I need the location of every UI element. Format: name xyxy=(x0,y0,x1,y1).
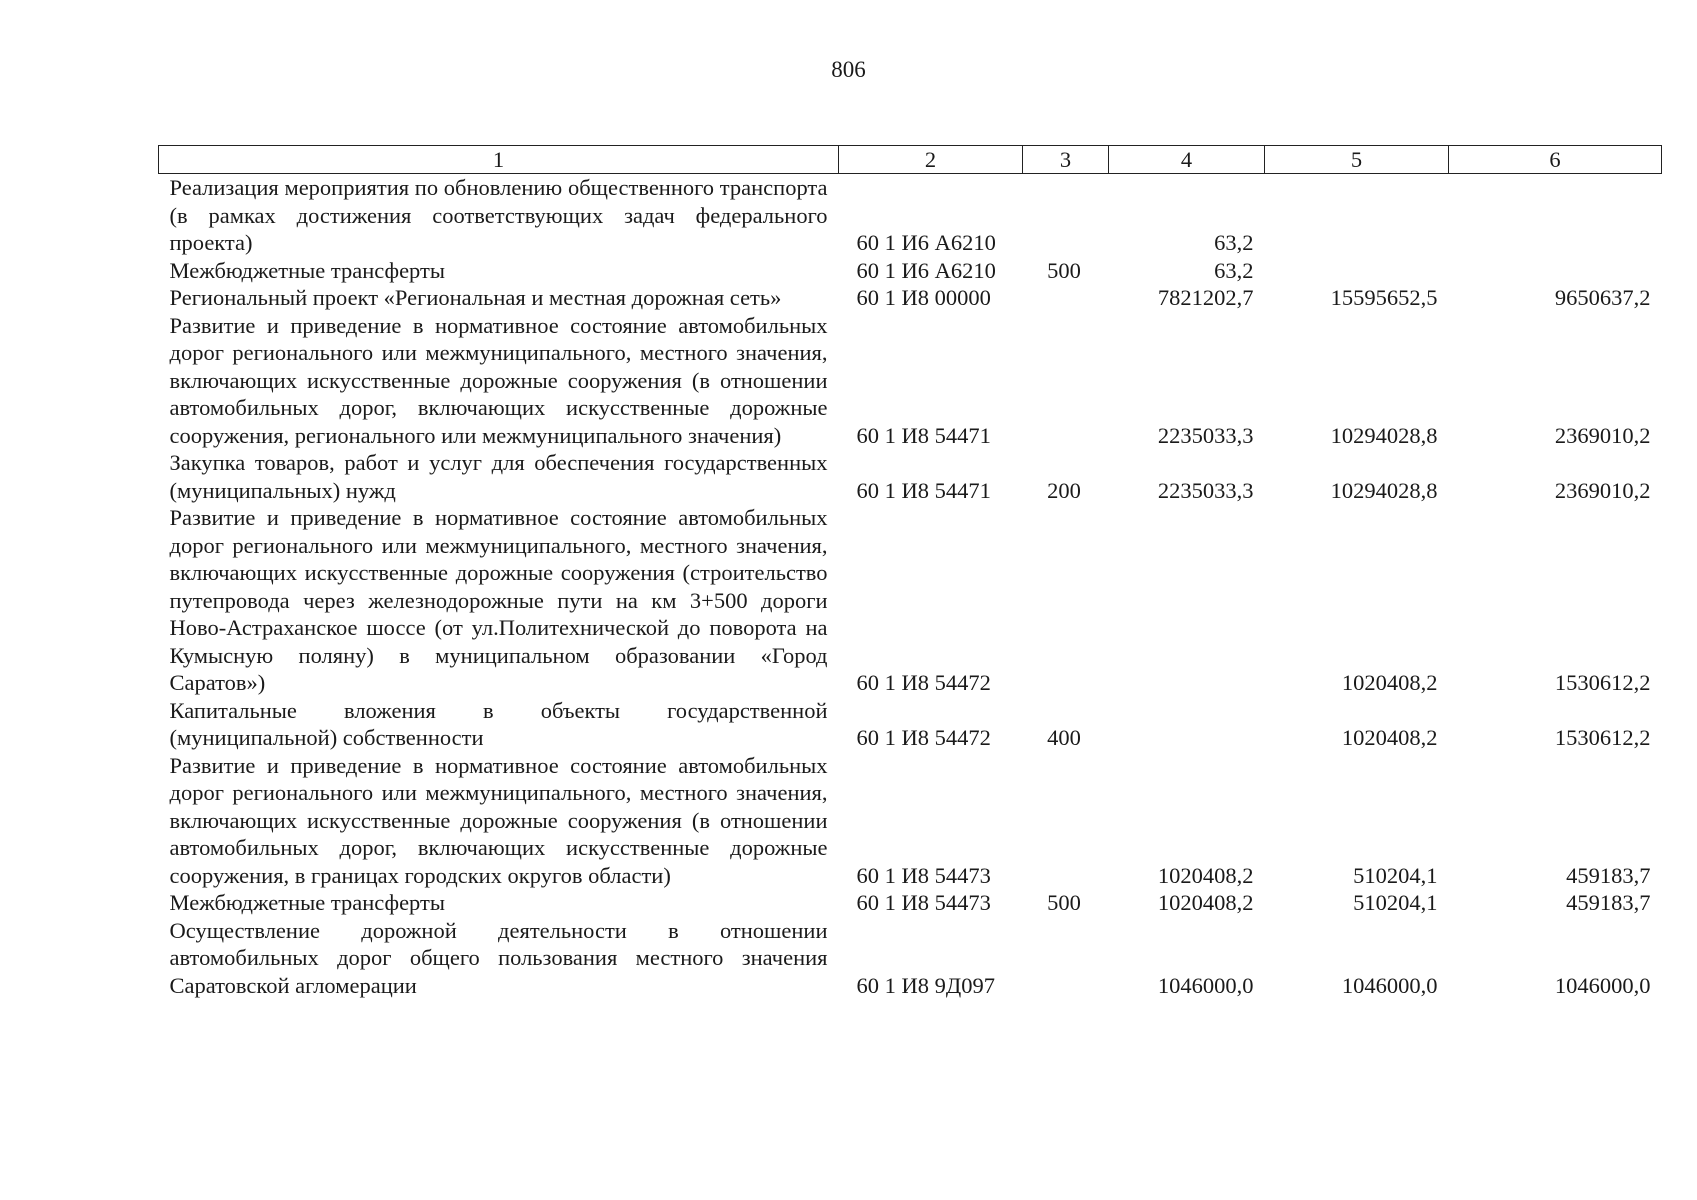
row-value-col5 xyxy=(1265,257,1449,285)
column-header-5: 5 xyxy=(1265,146,1449,174)
table-row xyxy=(159,504,1662,697)
table-row xyxy=(159,697,1662,752)
column-header-2: 2 xyxy=(839,146,1023,174)
row-expense-type xyxy=(1023,312,1109,450)
row-description: Региональный проект «Региональная и местная дорожная сеть» xyxy=(169,285,782,310)
row-expense-type: 500 xyxy=(1047,890,1081,915)
budget-table-container xyxy=(158,145,1661,999)
row-value-col5: 1020408,2 xyxy=(1341,725,1438,750)
row-description: Межбюджетные трансферты xyxy=(169,890,445,915)
row-code: 60 1 И6 А6210 xyxy=(856,230,996,255)
table-body xyxy=(159,174,1662,1000)
row-value-col4 xyxy=(1109,697,1265,752)
row-value-col4: 63,2 xyxy=(1214,230,1254,255)
budget-table xyxy=(158,145,1662,999)
row-value-col5: 15595652,5 xyxy=(1330,285,1438,310)
row-value-col4: 1020408,2 xyxy=(1157,862,1254,888)
row-value-col4: 1020408,2 xyxy=(1157,890,1254,915)
row-code: 60 1 И8 00000 xyxy=(856,285,991,310)
row-value-col6: 459183,7 xyxy=(1566,890,1651,915)
row-value-col6: 1530612,2 xyxy=(1554,670,1651,695)
row-value-col4: 63,2 xyxy=(1214,257,1254,283)
row-expense-type: 200 xyxy=(1047,477,1081,503)
row-expense-type xyxy=(1023,284,1109,312)
row-code: 60 1 И8 54472 xyxy=(856,670,991,695)
table-row xyxy=(159,752,1662,890)
page-number: 806 xyxy=(831,57,866,82)
row-value-col5: 10294028,8 xyxy=(1330,422,1438,448)
row-description: Развитие и приведение в нормативное состояние автомобильных дорог регионального или межмуниципального, местного значения, включающих искусственные дорожные сооружения (в отношении автомобильных дорог, включающих искусственные дорожные сооружения, в границах городских округов области) xyxy=(169,752,828,888)
table-header xyxy=(159,146,1662,174)
row-value-col5: 1046000,0 xyxy=(1341,972,1438,998)
row-value-col6 xyxy=(1449,257,1662,285)
row-code: 60 1 И8 9Д097 xyxy=(856,972,995,998)
column-header-3: 3 xyxy=(1023,146,1109,174)
row-code: 60 1 И8 54473 xyxy=(856,862,991,888)
column-header-1: 1 xyxy=(159,146,839,174)
row-expense-type xyxy=(1023,504,1109,697)
row-expense-type: 500 xyxy=(1047,257,1081,283)
row-description: Закупка товаров, работ и услуг для обеспечения государственных (муниципальных) нужд xyxy=(169,450,828,503)
column-header-6: 6 xyxy=(1449,146,1662,174)
row-value-col6: 9650637,2 xyxy=(1554,285,1651,310)
row-value-col4 xyxy=(1109,504,1265,697)
row-value-col6: 1530612,2 xyxy=(1554,725,1651,750)
table-row xyxy=(159,917,1662,1000)
row-value-col6 xyxy=(1449,174,1662,257)
table-row xyxy=(159,284,1662,312)
row-value-col5: 10294028,8 xyxy=(1330,477,1438,503)
row-description: Осуществление дорожной деятельности в отношении автомобильных дорог общего пользования местного значения Саратовской агломерации xyxy=(169,917,828,998)
row-value-col5 xyxy=(1265,174,1449,257)
row-description: Развитие и приведение в нормативное состояние автомобильных дорог регионального или межмуниципального, местного значения, включающих искусственные дорожные сооружения (строительство путепровода через железнодорожные пути на км 3+500 дороги Ново-Астраханское шоссе (от ул.Политехнической до поворота на Кумысную поляну) в муниципальном образовании «Город Саратов») xyxy=(169,505,828,695)
row-code: 60 1 И8 54471 xyxy=(856,422,991,448)
row-expense-type xyxy=(1023,174,1109,257)
header-row xyxy=(159,146,1662,174)
row-value-col5: 1020408,2 xyxy=(1341,670,1438,695)
row-description: Развитие и приведение в нормативное состояние автомобильных дорог регионального или межмуниципального, местного значения, включающих искусственные дорожные сооружения (в отношении автомобильных дорог, включающих искусственные дорожные сооружения, регионального или межмуниципального значения) xyxy=(169,312,828,448)
row-expense-type xyxy=(1023,752,1109,890)
row-value-col5: 510204,1 xyxy=(1353,890,1438,915)
row-value-col6: 1046000,0 xyxy=(1554,972,1651,998)
row-expense-type: 400 xyxy=(1047,725,1081,750)
row-value-col6: 2369010,2 xyxy=(1554,477,1651,503)
table-row xyxy=(159,449,1662,504)
row-value-col6: 459183,7 xyxy=(1566,862,1651,888)
row-description: Капитальные вложения в объекты государственной (муниципальной) собственности xyxy=(169,697,828,750)
row-value-col5: 510204,1 xyxy=(1353,862,1438,888)
table-row xyxy=(159,174,1662,257)
row-value-col6: 2369010,2 xyxy=(1554,422,1651,448)
row-value-col4: 1046000,0 xyxy=(1157,972,1254,998)
row-code: 60 1 И6 А6210 xyxy=(856,257,996,283)
row-description: Межбюджетные трансферты xyxy=(169,257,445,283)
row-value-col4: 2235033,3 xyxy=(1157,422,1254,448)
row-value-col4: 7821202,7 xyxy=(1157,285,1254,310)
table-row xyxy=(159,257,1662,285)
table-row xyxy=(159,889,1662,917)
row-description: Реализация мероприятия по обновлению общественного транспорта (в рамках достижения соответствующих задач федерального проекта) xyxy=(169,175,828,255)
row-expense-type xyxy=(1023,917,1109,1000)
row-code: 60 1 И8 54472 xyxy=(856,725,991,750)
table-row xyxy=(159,312,1662,450)
column-header-4: 4 xyxy=(1109,146,1265,174)
row-code: 60 1 И8 54473 xyxy=(856,890,991,915)
row-code: 60 1 И8 54471 xyxy=(856,477,991,503)
row-value-col4: 2235033,3 xyxy=(1157,477,1254,503)
